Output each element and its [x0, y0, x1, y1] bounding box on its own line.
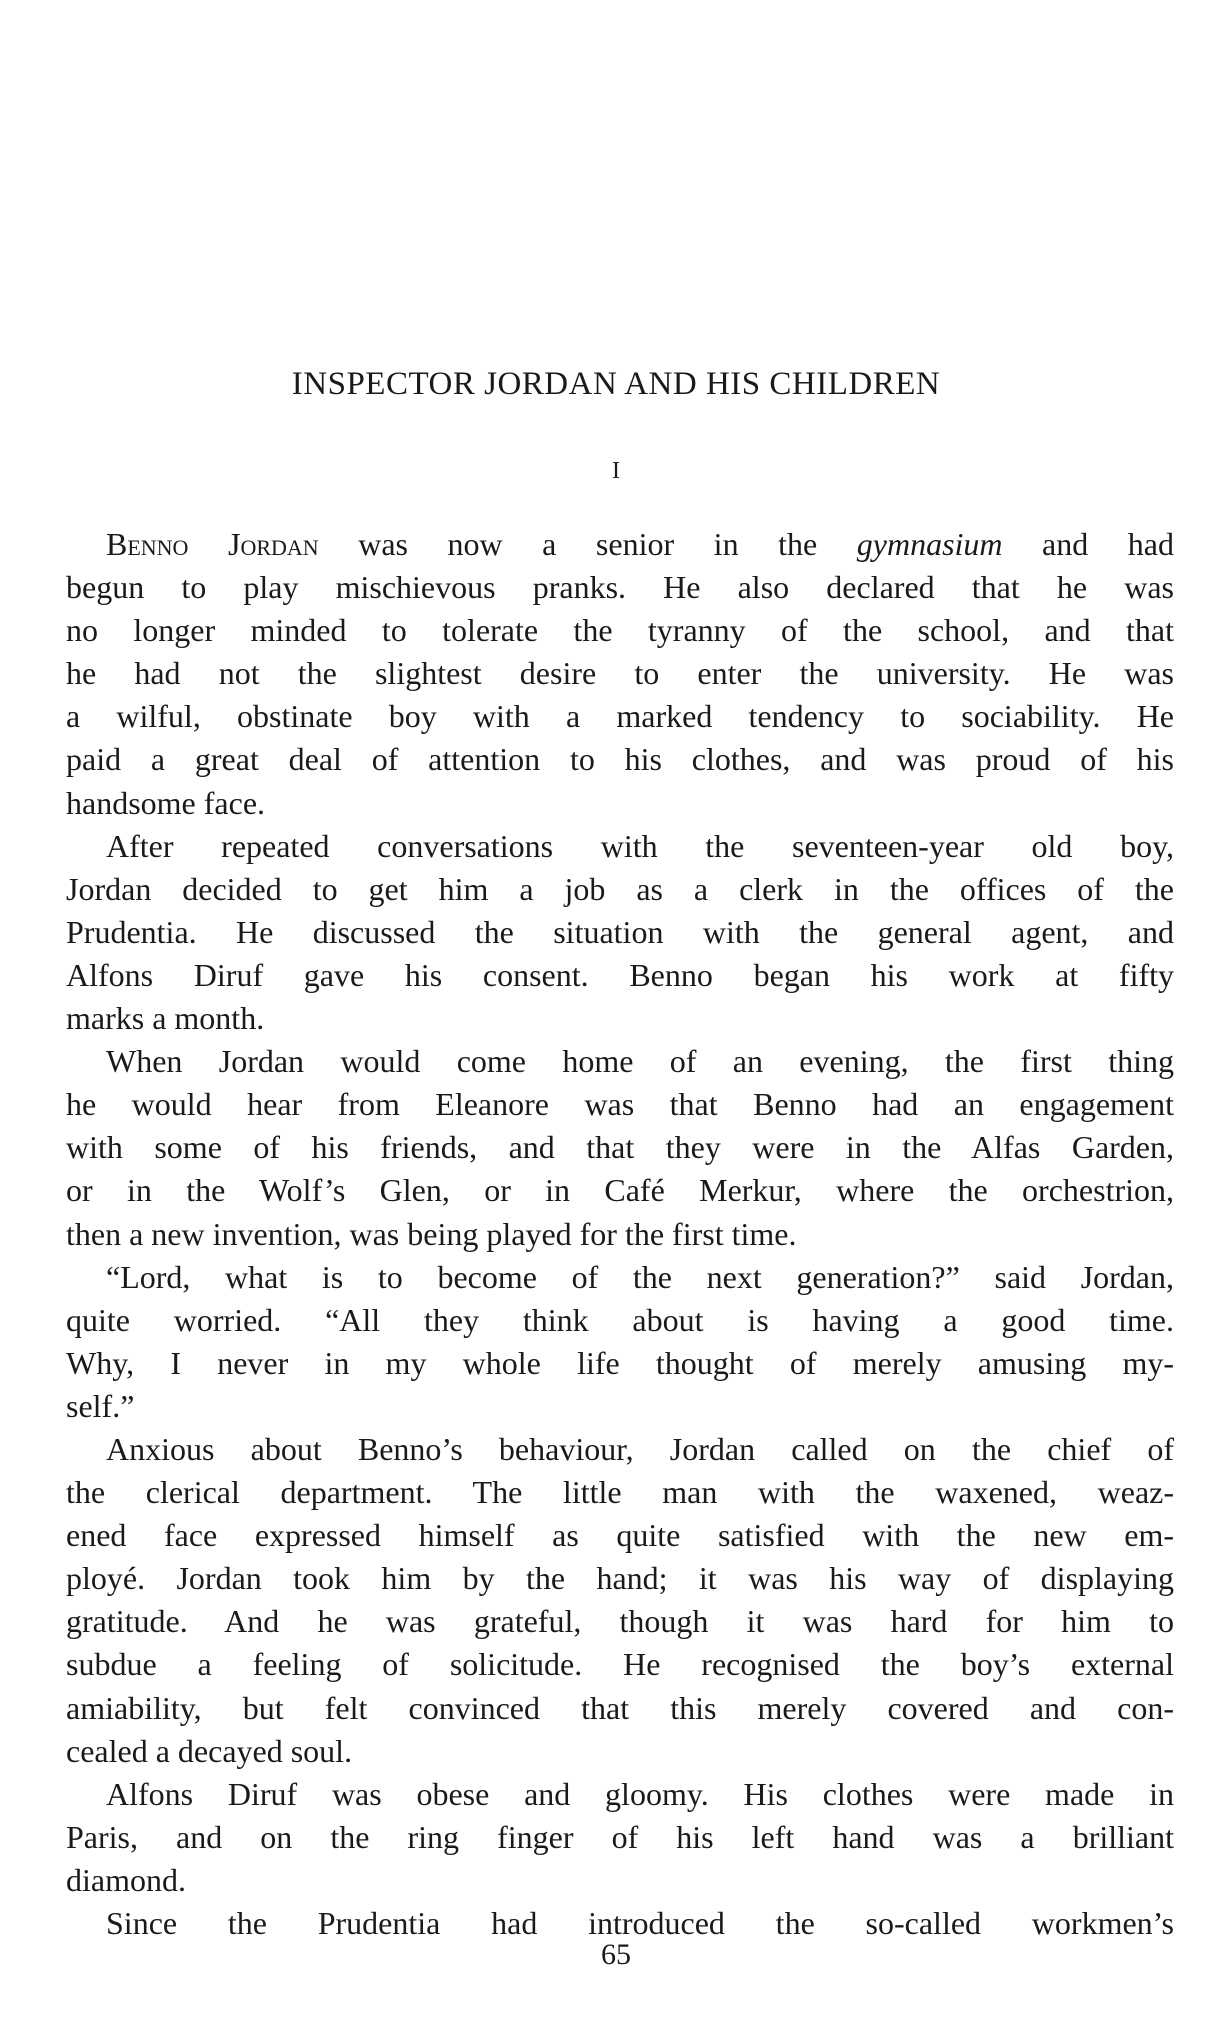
text-line: quite worried. “All they think about is having a good time. [66, 1301, 1174, 1338]
text-line: self.” [66, 1387, 135, 1424]
paragraph [66, 825, 1174, 1040]
text-line: After repeated conversations with the seventeen-year old boy, [106, 827, 1174, 864]
text-line: or in the Wolf’s Glen, or in Café Merkur, where the orchestrion, [66, 1172, 1174, 1209]
text-line: Alfons Diruf gave his consent. Benno began his work at fifty [66, 956, 1174, 993]
text-line: amiability, but felt convinced that this merely covered and con- [66, 1689, 1174, 1726]
text-line [66, 523, 1174, 566]
text-line: paid a great deal of attention to his clothes, and was proud of his [66, 741, 1174, 778]
paragraph [66, 1773, 1174, 1902]
text-line: then a new invention, was being played for the first time. [66, 1215, 797, 1252]
text-line: cealed a decayed soul. [66, 1732, 353, 1769]
text-line: subdue a feeling of solicitude. He recognised the boy’s external [66, 1646, 1174, 1683]
text-line: no longer minded to tolerate the tyranny of the school, and that [66, 612, 1174, 649]
chapter-title: INSPECTOR JORDAN AND HIS CHILDREN [291, 366, 941, 402]
text-segment: and had [1002, 526, 1175, 562]
paragraph [66, 1428, 1174, 1773]
page-number: 65 [601, 1938, 631, 1971]
text-line: Jordan decided to get him a job as a clerk in the offices of the [66, 870, 1174, 907]
text-line: Why, I never in my whole life thought of merely amusing my- [66, 1344, 1174, 1381]
text-line: he had not the slightest desire to enter the university. He was [66, 655, 1174, 692]
text-line: gratitude. And he was grateful, though it was hard for him to [66, 1603, 1174, 1640]
text-line: “Lord, what is to become of the next generation?” said Jordan, [106, 1258, 1174, 1295]
text-line: he would hear from Eleanore was that Benno had an engagement [66, 1086, 1174, 1123]
text-line: Alfons Diruf was obese and gloomy. His clothes were made in [106, 1775, 1174, 1812]
italic-term: gymnasium [856, 526, 1003, 562]
text-line: the clerical department. The little man with the waxened, weaz- [66, 1474, 1174, 1511]
paragraph [66, 1256, 1174, 1428]
section-number: I [612, 458, 620, 484]
text-line: Paris, and on the ring finger of his left hand was a brilliant [66, 1818, 1174, 1855]
text-line: Since the Prudentia had introduced the so-called workmen’s [106, 1905, 1174, 1941]
text-line: ployé. Jordan took him by the hand; it was his way of displaying [66, 1560, 1174, 1597]
paragraph [66, 523, 1174, 825]
text-line: handsome face. [66, 784, 266, 821]
text-line: diamond. [66, 1861, 186, 1898]
text-segment: was now a senior in the [318, 526, 857, 562]
lead-smallcaps: Benno Jordan [106, 526, 319, 562]
text-line: with some of his friends, and that they were in the Alfas Garden, [66, 1129, 1174, 1166]
text-line: a wilful, obstinate boy with a marked tendency to sociability. He [66, 698, 1174, 735]
text-line: Prudentia. He discussed the situation with the general agent, and [66, 913, 1174, 950]
text-line: marks a month. [66, 1000, 265, 1037]
paragraph [66, 1040, 1174, 1255]
text-line: Anxious about Benno’s behaviour, Jordan called on the chief of [106, 1430, 1174, 1467]
text-line: ened face expressed himself as quite satisfied with the new em- [66, 1517, 1174, 1554]
text-line: When Jordan would come home of an evening, the first thing [106, 1043, 1174, 1080]
body-text [66, 523, 1174, 1945]
text-line: begun to play mischievous pranks. He also declared that he was [66, 569, 1174, 606]
